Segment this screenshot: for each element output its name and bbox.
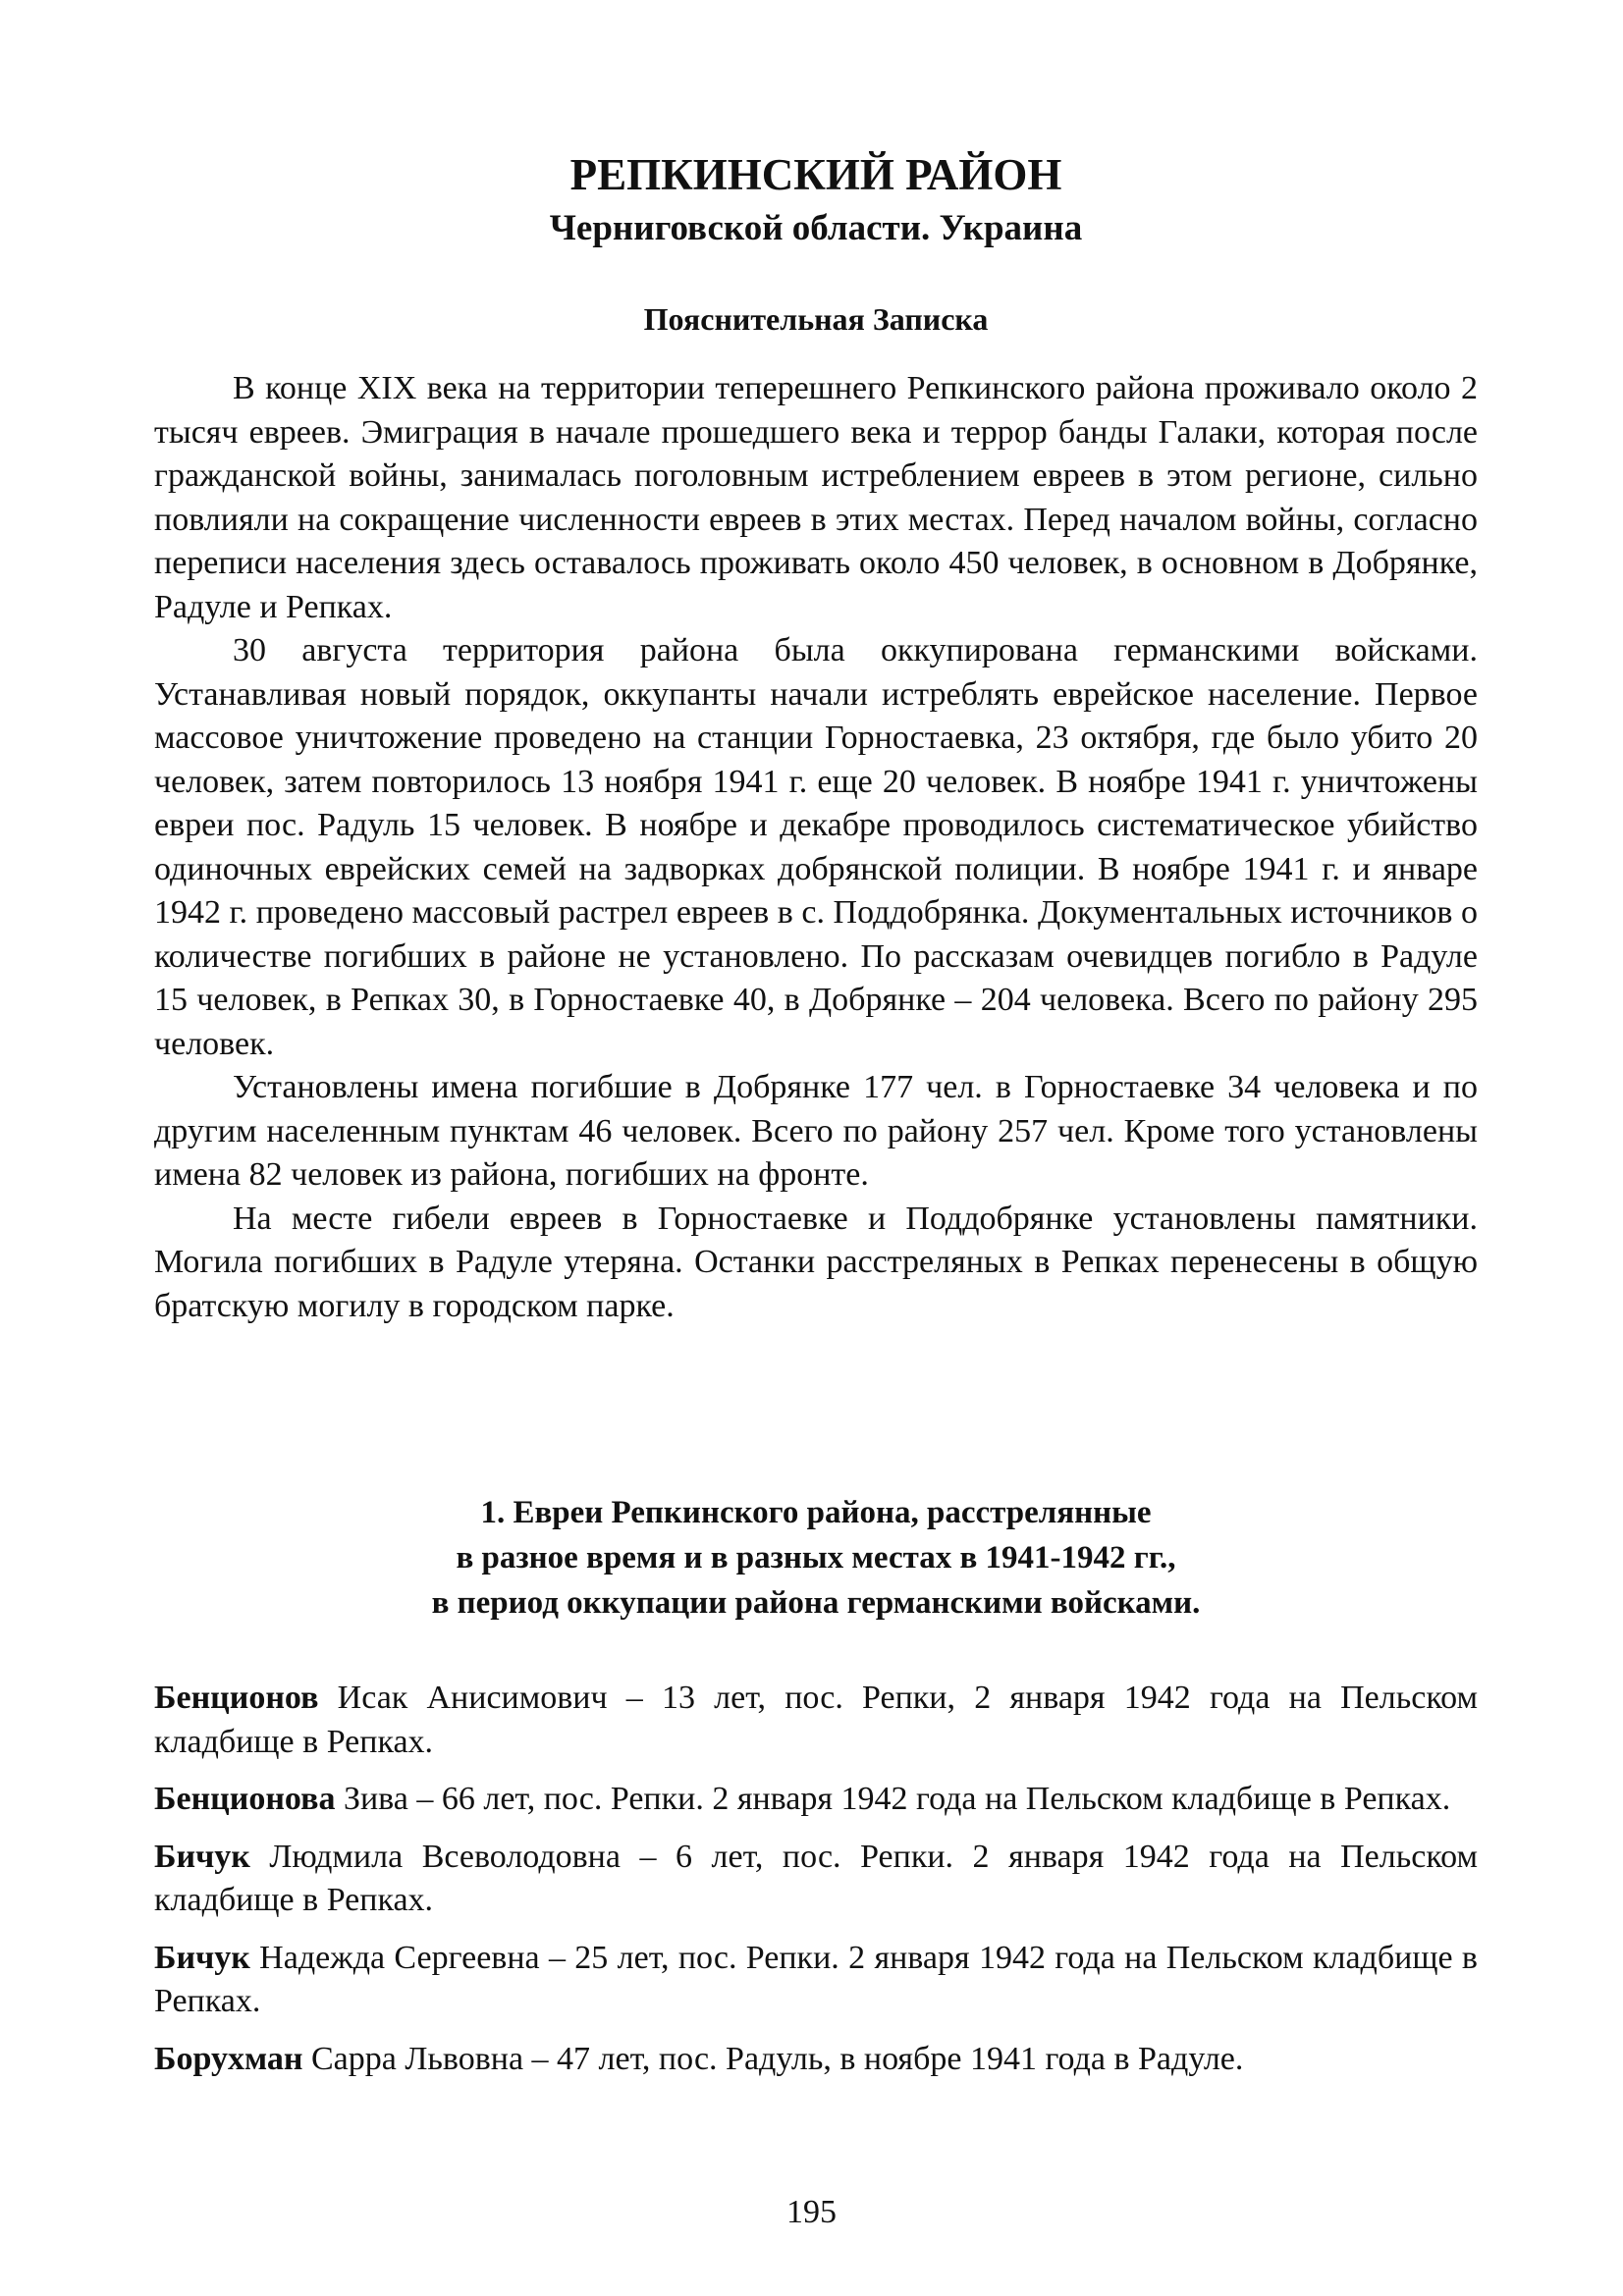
section-heading-line: 1. Евреи Репкинского района, расстрелянные — [480, 1495, 1152, 1530]
paragraph: 30 августа территория района была оккупирована германскими войсками. Устанавливая новый порядок, оккупанты начали истреблять еврейское население. Первое массовое уничтожение проведено на станции Горностаевка, 23 октября, где было убито 20 человек, затем повторилось 13 ноября 1941 г. еще 20 человек. В ноябре 1941 г. уничтожены евреи пос. Радуль 15 человек. В ноябре и декабре проводилось систематическое убийство одиночных еврейских семей на задворках добрянской полиции. В ноябре 1941 г. и январе 1942 г. проведено массовый растрел евреев в с. Поддобрянка. Документальных источников о количестве погибших в районе не установлено. По рассказам очевидцев погибло в Радуле 15 человек, в Репках 30, в Горностаевке 40, в Добрянке – 204 человека. Всего по району 295 человек. — [154, 632, 1478, 1062]
entry-surname: Бичук — [154, 1838, 250, 1875]
entry-details: Исак Анисимович – 13 лет, пос. Репки, 2 января 1942 года на Пельском кладбище в Репках. — [154, 1680, 1478, 1760]
section-heading — [154, 1490, 1478, 1626]
entry-details: Зива – 66 лет, пос. Репки. 2 января 1942 года на Пельском кладбище в Репках. — [335, 1781, 1451, 1817]
victims-list — [154, 1677, 1478, 2095]
page-subtitle: Черниговской области. Украина — [549, 208, 1083, 248]
list-item — [154, 1677, 1478, 1764]
page-number: 195 — [786, 2194, 837, 2230]
entry-details: Сарра Львовна – 47 лет, пос. Радуль, в ноябре 1941 года в Радуле. — [302, 2040, 1244, 2077]
entry-surname: Борухман — [154, 2040, 303, 2077]
entry-details: Людмила Всеволодовна – 6 лет, пос. Репки. 2 января 1942 года на Пельском кладбище в Репках. — [154, 1838, 1478, 1918]
entry-surname: Бенционов — [154, 1680, 319, 1716]
paragraph: В конце XIX века на территории теперешнего Репкинского района проживало около 2 тысяч евреев. Эмиграция в начале прошедшего века и террор банды Галаки, которая после гражданской войны, занималась поголовным истреблением евреев в этом регионе, сильно повлияли на сокращение численности евреев в этих местах. Перед началом войны, согласно переписи населения здесь оставалось проживать около 450 человек, в основном в Добрянке, Радуле и Репках. — [154, 370, 1478, 625]
explanatory-note — [154, 367, 1478, 1328]
entry-surname: Бичук — [154, 1939, 250, 1976]
list-item — [154, 1937, 1478, 2024]
paragraph: На месте гибели евреев в Горностаевке и Поддобрянке установлены памятники. Могила погибших в Радуле утеряна. Останки расстреляных в Репках перенесены в общую братскую могилу в городском парке. — [154, 1200, 1478, 1324]
section-heading-line: в период оккупации района германскими войсками. — [431, 1585, 1201, 1621]
entry-surname: Бенционова — [154, 1781, 336, 1817]
list-item — [154, 2038, 1478, 2082]
entry-details: Надежда Сергеевна – 25 лет, пос. Репки. 2 января 1942 года на Пельском кладбище в Репках. — [154, 1939, 1478, 2019]
list-item — [154, 1778, 1478, 1822]
paragraph: Установлены имена погибшие в Добрянке 177 чел. в Горностаевке 34 человека и по другим населенным пунктам 46 человек. Всего по району 257 чел. Кроме того установлены имена 82 человек из района, погибших на фронте. — [154, 1069, 1478, 1193]
note-heading: Пояснительная Записка — [643, 301, 989, 337]
list-item — [154, 1836, 1478, 1923]
page-title: РЕПКИНСКИЙ РАЙОН — [569, 150, 1062, 199]
section-heading-line: в разное время и в разных местах в 1941-1942 гг., — [456, 1540, 1176, 1575]
